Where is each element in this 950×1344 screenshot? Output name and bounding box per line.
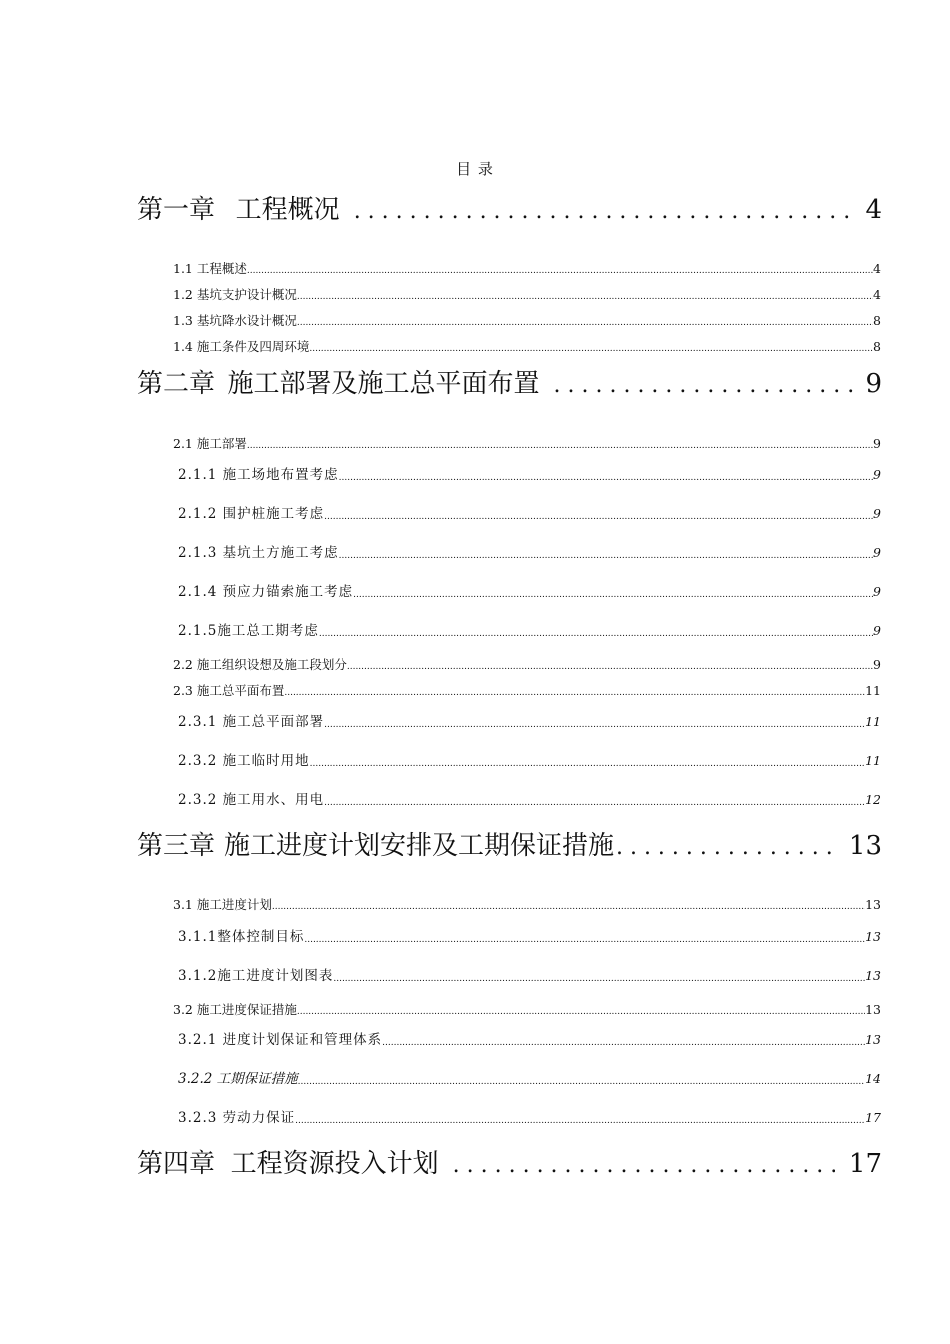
leader-dots xyxy=(298,1074,865,1088)
leader-dots xyxy=(540,372,860,400)
toc-entry-3-2-2[interactable] xyxy=(178,1070,881,1088)
leader-dots xyxy=(382,1035,865,1049)
toc-title: 目 录 xyxy=(456,160,494,178)
page-number: 9 xyxy=(873,545,881,560)
page-number: 13 xyxy=(865,1032,881,1047)
page-number: 13 xyxy=(865,968,881,983)
leader-dots xyxy=(284,685,865,699)
leader-dots xyxy=(324,795,865,809)
entry-label: 2.1.2 围护桩施工考虑 xyxy=(178,506,325,522)
entry-label: 2.3.2 施工用水、用电 xyxy=(178,792,325,808)
entry-label: 3.2.1 进度计划保证和管理体系 xyxy=(178,1032,383,1048)
page-number: 9 xyxy=(873,657,881,672)
page-number: 9 xyxy=(873,584,881,599)
entry-label: 2.2 施工组织设想及施工段划分 xyxy=(173,657,347,672)
leader-dots xyxy=(347,659,873,673)
page-number: 4 xyxy=(873,261,881,276)
leader-dots xyxy=(297,1004,865,1018)
page-number: 8 xyxy=(873,313,881,328)
entry-label: 3.2.2 工期保证措施 xyxy=(178,1071,298,1087)
leader-dots xyxy=(339,470,873,484)
chapter-title: 工程资源投入计划 xyxy=(230,1149,439,1179)
leader-dots xyxy=(439,1152,835,1180)
leader-dots xyxy=(614,834,835,862)
entry-label: 3.2.3 劳动力保证 xyxy=(178,1110,296,1126)
leader-dots xyxy=(340,198,860,226)
page-number: 14 xyxy=(865,1071,881,1086)
leader-dots xyxy=(309,341,873,355)
entry-label: 2.1 施工部署 xyxy=(173,436,247,451)
toc-entry-1-1[interactable] xyxy=(173,261,881,277)
page-number: 8 xyxy=(873,339,881,354)
leader-dots xyxy=(295,1113,865,1127)
page-number: 13 xyxy=(848,831,882,861)
page-number: 12 xyxy=(865,792,881,807)
entry-label: 3.1 施工进度计划 xyxy=(173,897,272,912)
toc-entry-3-1-1[interactable] xyxy=(178,928,881,946)
chapter-label: 第四章 xyxy=(137,1149,216,1179)
toc-entry-1-3[interactable] xyxy=(173,313,881,329)
page-number: 4 xyxy=(865,195,882,225)
toc-entry-2-1-1[interactable] xyxy=(178,466,881,484)
leader-dots xyxy=(247,263,873,277)
entry-label: 1.1 工程概述 xyxy=(173,261,247,276)
page-number: 17 xyxy=(848,1149,882,1179)
toc-entry-2-1-3[interactable] xyxy=(178,544,881,562)
entry-label: 2.3.1 施工总平面部署 xyxy=(178,714,325,730)
toc-entry-2-1[interactable] xyxy=(173,436,881,452)
toc-entry-2-1-2[interactable] xyxy=(178,505,881,523)
chapter-label: 第二章 xyxy=(137,369,216,399)
entry-label: 2.1.4 预应力锚索施工考虑 xyxy=(178,584,354,600)
toc-chapter-4[interactable] xyxy=(137,1148,882,1180)
toc-entry-2-3-2b[interactable] xyxy=(178,791,881,809)
entry-label: 2.1.3 基坑土方施工考虑 xyxy=(178,545,339,561)
page-number: 17 xyxy=(865,1110,881,1125)
toc-entry-1-2[interactable] xyxy=(173,287,881,303)
toc-entry-3-2-3[interactable] xyxy=(178,1109,881,1127)
entry-label: 1.4 施工条件及四周环境 xyxy=(173,339,310,354)
leader-dots xyxy=(333,971,865,985)
entry-label: 2.3.2 施工临时用地 xyxy=(178,753,310,769)
entry-label: 2.1.5施工总工期考虑 xyxy=(178,623,319,639)
chapter-label: 第一章 xyxy=(137,195,216,225)
entry-label: 1.2 基坑支护设计概况 xyxy=(173,287,297,302)
toc-entry-3-1-2[interactable] xyxy=(178,967,881,985)
page-number: 9 xyxy=(873,467,881,482)
toc-chapter-1[interactable] xyxy=(137,194,882,226)
page-number: 9 xyxy=(873,436,881,451)
entry-label: 3.1.1整体控制目标 xyxy=(178,929,305,945)
chapter-title: 施工进度计划安排及工期保证措施 xyxy=(223,831,614,861)
page-number: 9 xyxy=(873,623,881,638)
page-number: 11 xyxy=(865,753,881,768)
leader-dots xyxy=(339,548,873,562)
leader-dots xyxy=(297,289,873,303)
chapter-title: 工程概况 xyxy=(235,195,340,225)
entry-label: 3.1.2施工进度计划图表 xyxy=(178,968,334,984)
leader-dots xyxy=(247,438,873,452)
page-number: 11 xyxy=(865,714,881,729)
toc-entry-2-3-1[interactable] xyxy=(178,713,881,731)
leader-dots xyxy=(353,587,873,601)
toc-entry-3-2[interactable] xyxy=(173,1002,881,1018)
toc-entry-2-2[interactable] xyxy=(173,657,881,673)
leader-dots xyxy=(319,626,873,640)
leader-dots xyxy=(324,509,873,523)
page-number: 13 xyxy=(865,929,881,944)
toc-entry-2-3-2a[interactable] xyxy=(178,752,881,770)
entry-label: 2.3 施工总平面布置 xyxy=(173,683,285,698)
toc-entry-2-1-4[interactable] xyxy=(178,583,881,601)
page-number: 9 xyxy=(873,506,881,521)
page-number: 9 xyxy=(865,369,882,399)
leader-dots xyxy=(304,932,865,946)
toc-entry-3-1[interactable] xyxy=(173,897,881,913)
entry-label: 3.2 施工进度保证措施 xyxy=(173,1002,297,1017)
page-number: 13 xyxy=(865,897,881,912)
entry-label: 1.3 基坑降水设计概况 xyxy=(173,313,297,328)
toc-entry-2-1-5[interactable] xyxy=(178,622,881,640)
leader-dots xyxy=(310,756,865,770)
toc-chapter-3[interactable] xyxy=(137,830,882,862)
leader-dots xyxy=(297,315,873,329)
toc-entry-1-4[interactable] xyxy=(173,339,881,355)
entry-label: 2.1.1 施工场地布置考虑 xyxy=(178,467,339,483)
chapter-title: 施工部署及施工总平面布置 xyxy=(227,369,540,399)
page-number: 11 xyxy=(865,683,881,698)
leader-dots xyxy=(272,899,865,913)
page-number: 13 xyxy=(865,1002,881,1017)
toc-chapter-2[interactable] xyxy=(137,368,882,400)
page-number: 4 xyxy=(873,287,881,302)
leader-dots xyxy=(324,717,865,731)
chapter-label: 第三章 xyxy=(137,831,216,861)
toc-entry-3-2-1[interactable] xyxy=(178,1031,881,1049)
toc-entry-2-3[interactable] xyxy=(173,683,881,699)
